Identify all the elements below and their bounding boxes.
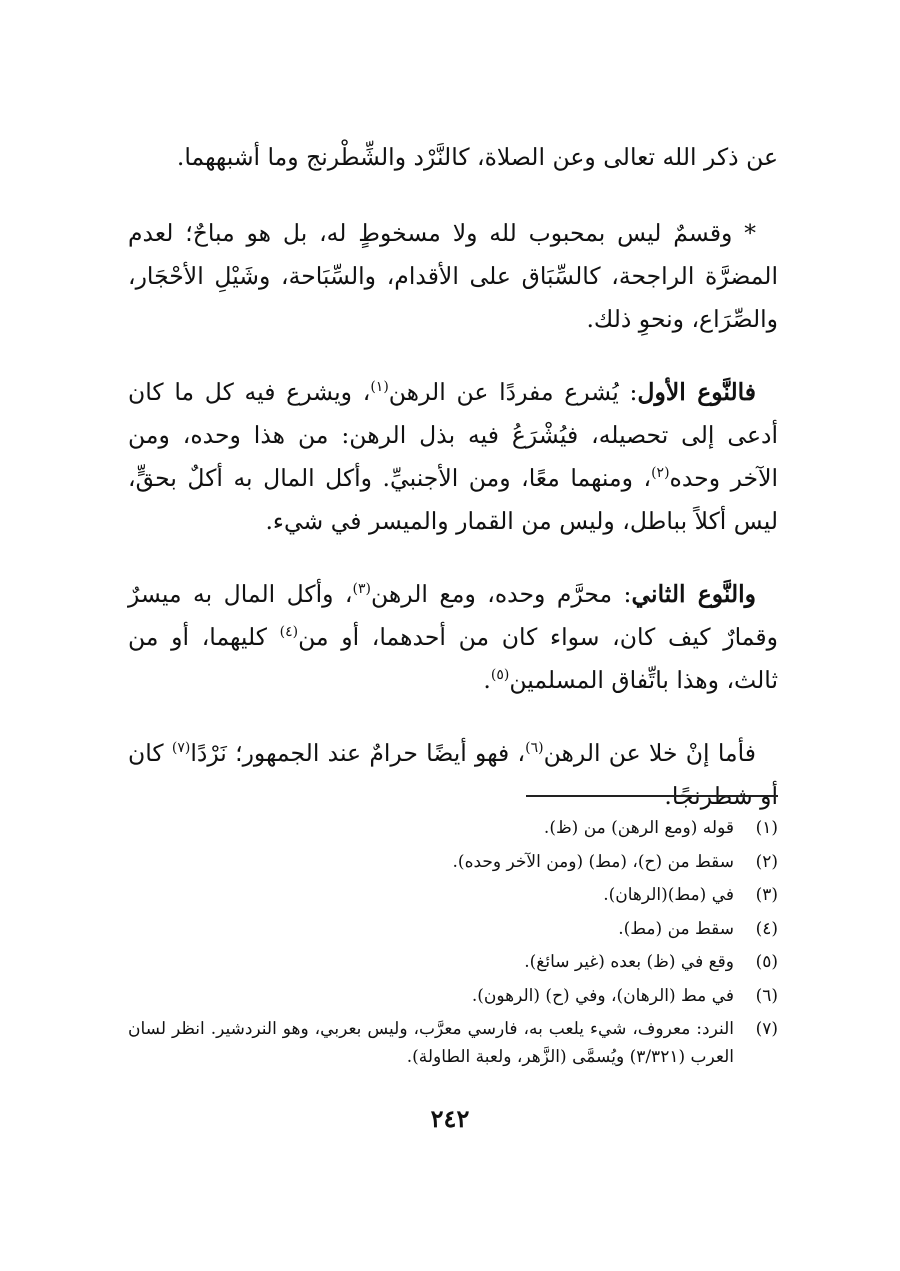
footnote-text: في مط (الرهان)، وفي (ح) (الرهون). (471, 985, 734, 1006)
paragraph-5-text-a: فأما إنْ خلا عن الرهن (543, 739, 756, 767)
paragraph-4-text-b: ، وأكل المال به ميسرٌ وقمارٌ كيف كان، سواء كان من أحدهما، أو من (128, 580, 778, 651)
footnote-number: (٤) (755, 918, 778, 939)
footnote-number: (٢) (755, 851, 778, 872)
paragraph-2 (128, 212, 778, 341)
footnote-text: قوله (ومع الرهن) من (ظ). (543, 818, 734, 838)
footnote-text: وقع في (ظ) بعده (غير سائغ). (524, 952, 734, 972)
footnote-ref-1: (١) (370, 379, 389, 396)
paragraph-4-text-c: كليهما، أو من ثالث، وهذا باتِّفاق المسلمين (128, 623, 778, 694)
footnote-separator (526, 795, 778, 797)
footnote-item (128, 913, 778, 947)
paragraph-1 (128, 136, 778, 179)
paragraph-3-text-c: ، ومنهما معًا، ومن الأجنبيِّ. وأكل المال به أكلٌ بحقٍّ، ليس أكلاً بباطل، وليس من القمار والميسر في شيء. (128, 464, 778, 535)
paragraph-5-text-b: ، فهو أيضًا حرامٌ عند الجمهور؛ نَرْدًا (190, 739, 526, 767)
footnote-number: (٦) (755, 985, 778, 1006)
paragraph-1-text: عن ذكر الله تعالى وعن الصلاة، كالنَّرْد والشِّطْرنج وما أشبههما. (176, 143, 778, 171)
paragraph-4 (128, 573, 778, 702)
page-number: ٢٤٢ (430, 1104, 470, 1133)
footnote-ref-2: (٢) (651, 465, 670, 482)
footnote-item (128, 980, 778, 1014)
main-text (128, 136, 778, 848)
footnote-text: سقط من (مط). (618, 918, 734, 939)
footnote-item (128, 846, 778, 880)
paragraph-3-text-a: : يُشرع مفردًا عن الرهن (388, 378, 638, 406)
footnote-text: النرد: معروف، شيء يلعب به، فارسي معرَّب، وليس بعربي، وهو النردشير. انظر لسان العرب (٣/٣٢١) ويُسمَّى (الزَّهر، ولعبة الطاولة). (128, 1019, 734, 1067)
footnote-ref-6: (٦) (525, 740, 544, 757)
footnotes-list (128, 812, 778, 1071)
paragraph-4-text-a: : محرَّم وحده، ومع الرهن (370, 580, 632, 608)
paragraph-3-text-b: ، ويشرع فيه كل ما كان أدعى إلى تحصيله، فيُشْرَعُ فيه بذل الرهن: من هذا وحده، ومن الآخر وحده (128, 378, 779, 492)
footnote-ref-3: (٣) (352, 581, 371, 598)
footnote-item (128, 1013, 778, 1071)
footnote-number: (١) (755, 818, 778, 838)
footnote-ref-7: (٧) (171, 740, 191, 757)
footnote-item (128, 812, 778, 846)
footnote-ref-4: (٤) (279, 624, 299, 641)
footnote-number: (٥) (755, 952, 778, 972)
paragraph-3 (128, 371, 778, 543)
footnote-text: سقط من (ح)، (مط) (ومن الآخر وحده). (452, 851, 734, 872)
section-heading-second-type: والنَّوع الثاني (631, 580, 756, 608)
footnote-number: (٧) (755, 1019, 778, 1039)
paragraph-5-text-c: كان أو شطرنجًا. (128, 739, 778, 810)
footnote-number: (٣) (755, 885, 778, 905)
footnote-text: في (مط)(الرهان). (603, 885, 734, 905)
paragraph-2-text: * وقسمٌ ليس بمحبوب لله ولا مسخوطٍ له، بل هو مباحٌ؛ لعدم المضرَّة الراجحة، كالسِّبَاق على الأقدام، والسِّبَاحة، وشَيْلِ الأحْجَار، والصِّرَاع، ونحوِ ذلك. (128, 219, 778, 333)
section-heading-first-type: فالنَّوع الأول (637, 378, 757, 406)
footnote-item (128, 879, 778, 913)
paragraph-5 (128, 732, 778, 818)
footnote-ref-5: (٥) (490, 667, 510, 684)
footnote-item (128, 946, 778, 980)
paragraph-4-text-d: . (483, 666, 491, 694)
